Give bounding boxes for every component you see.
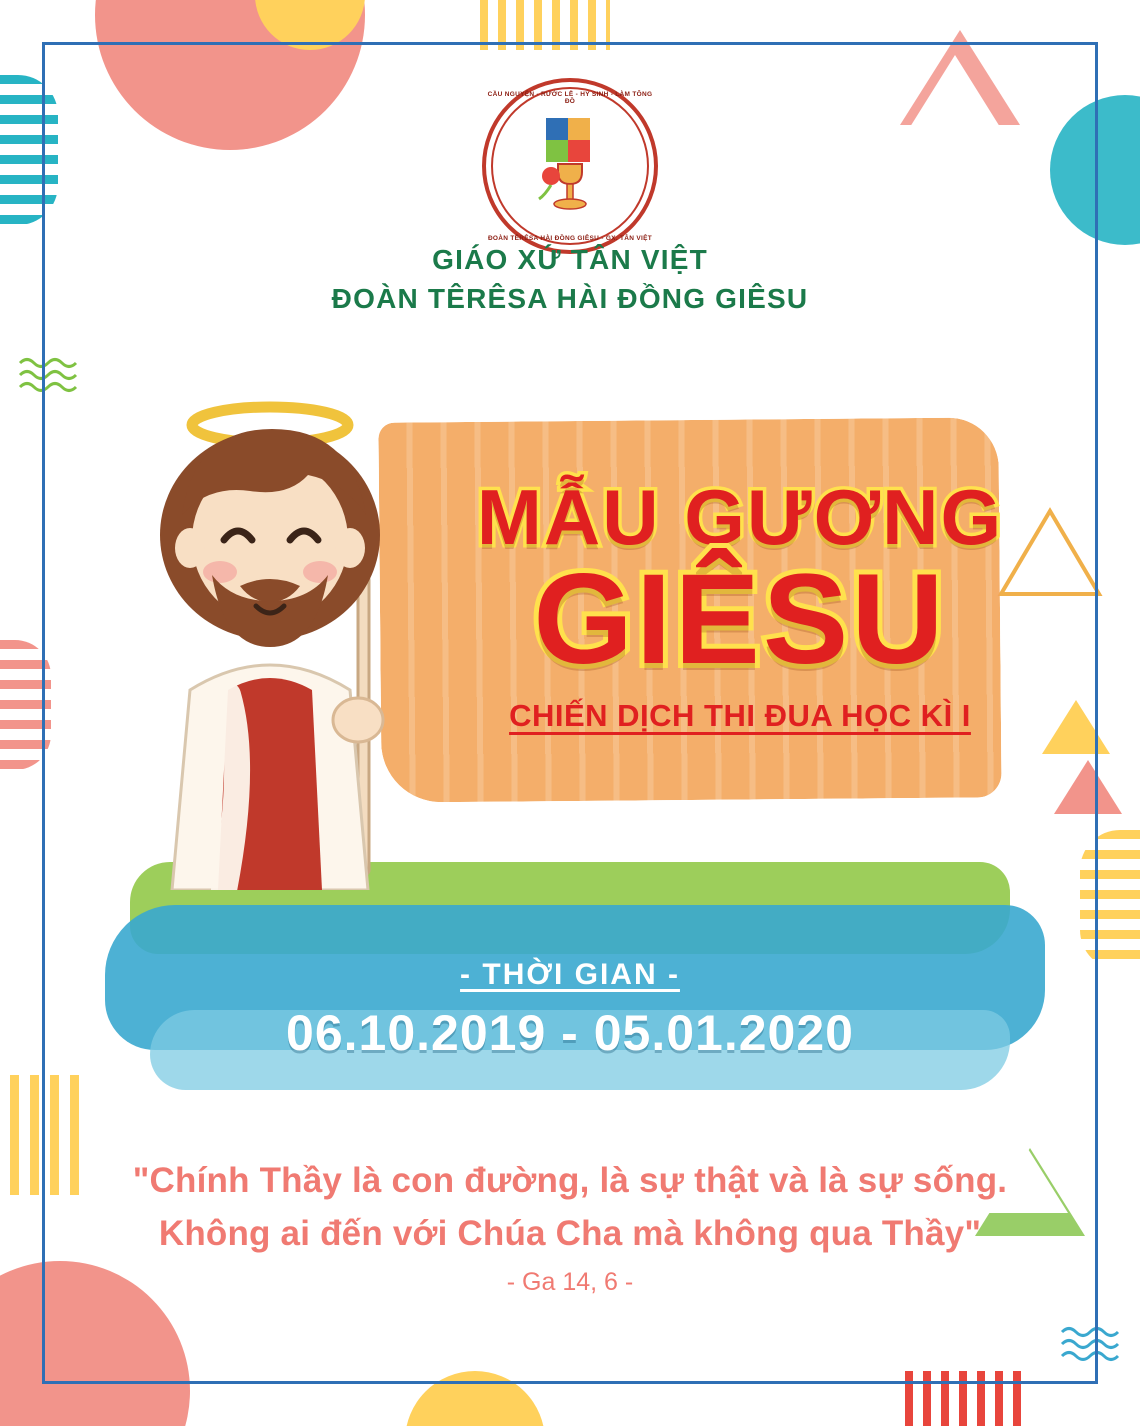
decor-stripes-pink-left xyxy=(0,640,51,770)
decor-zigzag-bottom-right xyxy=(1060,1324,1120,1366)
decor-triangle-yellow-right xyxy=(1042,700,1110,754)
logo-emblem-icon xyxy=(518,114,622,218)
group-name: ĐOÀN TÊRÊSA HÀI ĐỒNG GIÊSU xyxy=(331,283,809,315)
decor-triangle-top-right-inner xyxy=(910,55,1000,127)
title-line-1: MẪU GƯƠNG xyxy=(476,473,1004,561)
decor-stripes-yellow-right xyxy=(1080,830,1140,970)
logo-ring-text-top: CẦU NGUYỆN - RƯỚC LỄ - HY SINH - LÀM TÔNG ĐỒ xyxy=(487,91,653,105)
time-label: - THỜI GIAN - xyxy=(460,958,680,991)
scripture-quote-block xyxy=(0,1155,1140,1297)
decor-stripes-teal-left xyxy=(0,75,58,225)
decor-stripes-red-bottom-right xyxy=(905,1371,1025,1426)
organization-logo xyxy=(482,78,658,254)
parish-name: GIÁO XỨ TÂN VIỆT xyxy=(432,244,708,275)
title-subtitle: CHIẾN DỊCH THI ĐUA HỌC KÌ I xyxy=(509,698,971,734)
decor-circle-teal-top-right xyxy=(1050,95,1140,245)
jesus-illustration xyxy=(120,390,480,890)
quote-reference: - Ga 14, 6 - xyxy=(506,1268,634,1296)
decor-triangle-pink-right xyxy=(1054,760,1122,814)
decor-circle-yellow-bottom xyxy=(405,1371,545,1426)
quote-line-1: "Chính Thầy là con đường, là sự thật và là sự sống. xyxy=(132,1161,1008,1200)
decor-triangle-top-right xyxy=(900,30,1020,125)
decor-circle-pink-top-left xyxy=(95,0,365,150)
decor-circle-yellow-top-left xyxy=(255,0,365,50)
quote-line-2: Không ai đến với Chúa Cha mà không qua Thầy" xyxy=(158,1213,982,1253)
decor-stripes-yellow-top xyxy=(480,0,610,50)
decor-zigzag-left xyxy=(18,355,78,397)
title-line-2: GIÊSU xyxy=(533,548,947,692)
time-range: 06.10.2019 - 05.01.2020 xyxy=(286,1005,854,1061)
event-time-block xyxy=(0,958,1140,1062)
logo-ring-text-bottom: ĐOÀN TÊRÊSA HÀI ĐỒNG GIÊSU - GX. TÂN VIỆT xyxy=(487,235,653,242)
poster-title-block xyxy=(460,473,1020,734)
organization-names xyxy=(0,240,1140,318)
